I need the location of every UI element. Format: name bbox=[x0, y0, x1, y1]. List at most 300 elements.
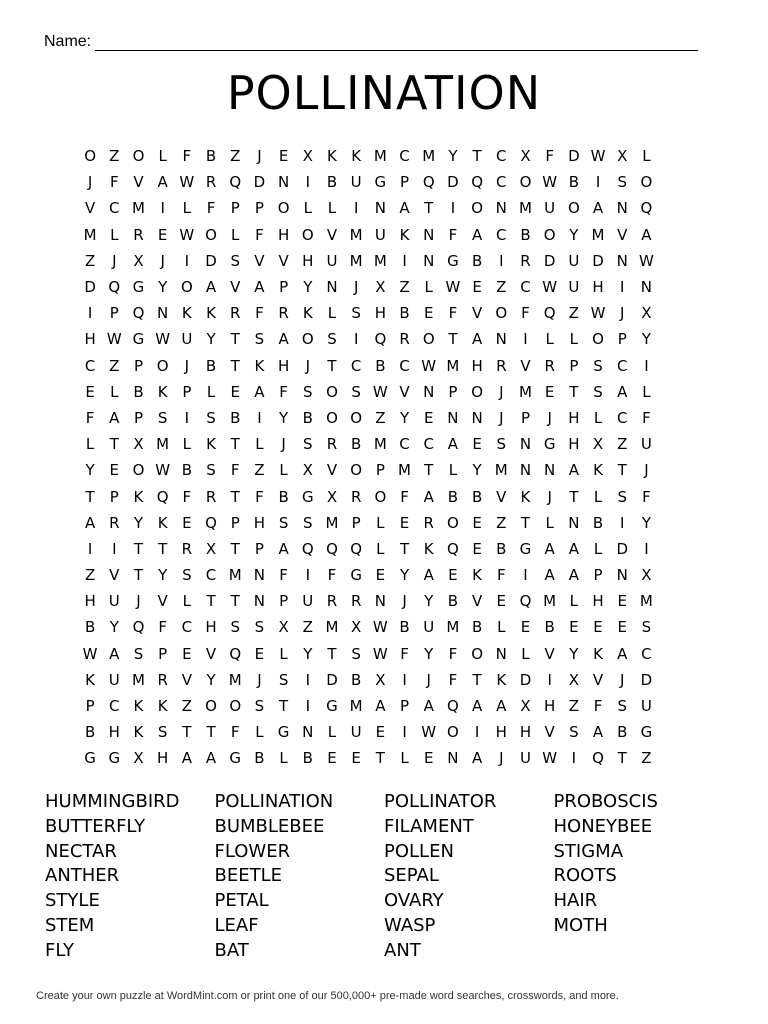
grid-letter[interactable]: F bbox=[496, 566, 506, 585]
grid-letter[interactable]: X bbox=[568, 670, 579, 689]
grid-letter[interactable]: M bbox=[398, 461, 411, 480]
grid-letter[interactable]: Q bbox=[592, 749, 604, 768]
grid-letter[interactable]: G bbox=[374, 173, 387, 192]
grid-letter[interactable]: E bbox=[472, 539, 482, 558]
grid-letter[interactable]: T bbox=[520, 513, 531, 532]
grid-letter[interactable]: G bbox=[108, 749, 121, 768]
grid-letter[interactable]: L bbox=[593, 408, 603, 427]
grid-letter[interactable]: S bbox=[617, 697, 627, 716]
grid-letter[interactable]: M bbox=[156, 435, 170, 454]
grid-letter[interactable]: L bbox=[569, 592, 579, 611]
grid-letter[interactable]: A bbox=[205, 278, 217, 297]
grid-letter[interactable]: P bbox=[158, 644, 168, 663]
grid-letter[interactable]: C bbox=[616, 356, 628, 375]
grid-letter[interactable]: H bbox=[471, 356, 483, 375]
grid-letter[interactable]: G bbox=[519, 539, 532, 558]
grid-letter[interactable]: L bbox=[303, 199, 312, 218]
grid-letter[interactable]: K bbox=[157, 697, 168, 716]
grid-letter[interactable]: I bbox=[353, 199, 359, 218]
grid-letter[interactable]: N bbox=[277, 173, 290, 192]
grid-letter[interactable]: D bbox=[640, 670, 653, 689]
grid-letter[interactable]: B bbox=[592, 513, 604, 532]
grid-letter[interactable]: L bbox=[327, 723, 337, 742]
grid-letter[interactable]: L bbox=[182, 592, 192, 611]
grid-letter[interactable]: T bbox=[182, 723, 192, 742]
grid-letter[interactable]: Q bbox=[108, 278, 121, 297]
grid-letter[interactable]: Z bbox=[181, 697, 192, 716]
grid-letter[interactable]: G bbox=[640, 723, 653, 742]
grid-letter[interactable]: G bbox=[326, 697, 338, 716]
grid-letter[interactable]: L bbox=[255, 435, 264, 454]
grid-letter[interactable]: T bbox=[109, 435, 119, 454]
grid-letter[interactable]: T bbox=[472, 147, 482, 166]
grid-letter[interactable]: Y bbox=[448, 147, 458, 166]
grid-letter[interactable]: O bbox=[471, 199, 483, 218]
grid-letter[interactable]: V bbox=[471, 592, 483, 611]
grid-letter[interactable]: X bbox=[375, 670, 386, 689]
grid-letter[interactable]: F bbox=[327, 566, 337, 585]
grid-letter[interactable]: O bbox=[132, 461, 145, 480]
grid-letter[interactable]: W bbox=[155, 330, 171, 349]
grid-letter[interactable]: F bbox=[448, 644, 458, 663]
grid-letter[interactable]: H bbox=[544, 697, 556, 716]
grid-letter[interactable]: Z bbox=[617, 435, 628, 454]
grid-letter[interactable]: C bbox=[350, 356, 362, 375]
grid-letter[interactable]: I bbox=[402, 670, 407, 689]
grid-letter[interactable]: E bbox=[472, 435, 482, 454]
grid-letter[interactable]: N bbox=[568, 513, 580, 532]
grid-letter[interactable]: Q bbox=[447, 539, 459, 558]
grid-letter[interactable]: W bbox=[372, 382, 388, 401]
grid-letter[interactable]: I bbox=[305, 670, 310, 689]
grid-letter[interactable]: M bbox=[494, 461, 508, 480]
grid-letter[interactable]: K bbox=[327, 147, 337, 166]
grid-letter[interactable]: S bbox=[278, 670, 289, 689]
grid-letter[interactable]: M bbox=[591, 225, 605, 244]
grid-letter[interactable]: X bbox=[641, 566, 652, 585]
grid-letter[interactable]: K bbox=[133, 723, 144, 742]
grid-letter[interactable]: L bbox=[279, 461, 288, 480]
grid-letter[interactable]: L bbox=[424, 278, 433, 297]
grid-letter[interactable]: X bbox=[326, 487, 338, 506]
grid-letter[interactable]: I bbox=[474, 723, 480, 742]
grid-letter[interactable]: M bbox=[518, 382, 532, 401]
grid-letter[interactable]: W bbox=[542, 749, 558, 768]
grid-letter[interactable]: L bbox=[497, 618, 506, 637]
grid-letter[interactable]: Q bbox=[301, 539, 314, 558]
grid-letter[interactable]: N bbox=[423, 251, 435, 270]
grid-letter[interactable]: T bbox=[230, 487, 240, 506]
grid-letter[interactable]: J bbox=[426, 670, 431, 689]
grid-letter[interactable]: B bbox=[471, 487, 483, 506]
grid-letter[interactable]: F bbox=[255, 225, 264, 244]
grid-letter[interactable]: A bbox=[278, 539, 289, 558]
grid-letter[interactable]: B bbox=[471, 251, 483, 270]
grid-letter[interactable]: N bbox=[519, 435, 532, 454]
grid-letter[interactable]: R bbox=[496, 356, 507, 375]
grid-letter[interactable]: O bbox=[180, 278, 193, 297]
grid-letter[interactable]: A bbox=[641, 225, 652, 244]
grid-letter[interactable]: D bbox=[84, 278, 96, 297]
grid-letter[interactable]: Y bbox=[206, 670, 216, 689]
grid-letter[interactable]: R bbox=[205, 487, 217, 506]
grid-letter[interactable]: D bbox=[616, 539, 628, 558]
grid-letter[interactable]: Y bbox=[472, 461, 482, 480]
grid-letter[interactable]: B bbox=[230, 408, 241, 427]
grid-letter[interactable]: I bbox=[184, 251, 190, 270]
grid-letter[interactable]: Y bbox=[424, 644, 434, 663]
grid-letter[interactable]: S bbox=[206, 408, 216, 427]
grid-letter[interactable]: F bbox=[642, 408, 651, 427]
grid-letter[interactable]: E bbox=[544, 382, 555, 401]
grid-letter[interactable]: I bbox=[644, 356, 649, 375]
grid-letter[interactable]: T bbox=[230, 539, 240, 558]
grid-letter[interactable]: T bbox=[617, 461, 627, 480]
grid-letter[interactable]: B bbox=[568, 173, 579, 192]
grid-letter[interactable]: J bbox=[499, 749, 504, 768]
grid-letter[interactable]: U bbox=[519, 749, 531, 768]
grid-letter[interactable]: M bbox=[446, 618, 460, 637]
grid-letter[interactable]: U bbox=[374, 225, 386, 244]
grid-letter[interactable]: V bbox=[326, 461, 338, 480]
grid-letter[interactable]: V bbox=[254, 251, 265, 270]
grid-letter[interactable]: A bbox=[447, 435, 459, 454]
grid-letter[interactable]: D bbox=[326, 670, 338, 689]
grid-letter[interactable]: U bbox=[108, 670, 120, 689]
grid-letter[interactable]: H bbox=[157, 749, 169, 768]
grid-letter[interactable]: V bbox=[205, 644, 217, 663]
grid-letter[interactable]: A bbox=[375, 697, 386, 716]
grid-letter[interactable]: S bbox=[593, 356, 603, 375]
grid-letter[interactable]: P bbox=[448, 382, 458, 401]
grid-letter[interactable]: Z bbox=[641, 749, 652, 768]
name-blank-line[interactable] bbox=[95, 32, 698, 51]
grid-letter[interactable]: A bbox=[471, 749, 483, 768]
grid-letter[interactable]: I bbox=[305, 697, 310, 716]
grid-letter[interactable]: O bbox=[447, 513, 459, 532]
grid-letter[interactable]: R bbox=[133, 225, 144, 244]
grid-letter[interactable]: C bbox=[641, 644, 652, 663]
grid-letter[interactable]: T bbox=[399, 539, 410, 558]
grid-letter[interactable]: Q bbox=[447, 697, 459, 716]
grid-letter[interactable]: X bbox=[351, 618, 362, 637]
grid-letter[interactable]: B bbox=[496, 539, 507, 558]
grid-letter[interactable]: J bbox=[87, 173, 93, 192]
grid-letter[interactable]: X bbox=[520, 697, 531, 716]
grid-letter[interactable]: A bbox=[544, 539, 555, 558]
grid-letter[interactable]: F bbox=[255, 487, 264, 506]
grid-letter[interactable]: W bbox=[155, 461, 171, 480]
grid-letter[interactable]: J bbox=[499, 382, 504, 401]
grid-letter[interactable]: Y bbox=[303, 278, 313, 297]
grid-letter[interactable]: C bbox=[84, 356, 96, 375]
grid-letter[interactable]: X bbox=[302, 147, 313, 166]
grid-letter[interactable]: J bbox=[644, 461, 649, 480]
grid-letter[interactable]: V bbox=[157, 592, 168, 611]
grid-letter[interactable]: P bbox=[400, 697, 410, 716]
grid-letter[interactable]: A bbox=[157, 173, 168, 192]
grid-letter[interactable]: F bbox=[279, 382, 288, 401]
grid-letter[interactable]: T bbox=[230, 592, 240, 611]
grid-letter[interactable]: W bbox=[638, 251, 654, 270]
grid-letter[interactable]: E bbox=[448, 566, 458, 585]
grid-letter[interactable]: L bbox=[279, 644, 288, 663]
grid-letter[interactable]: J bbox=[499, 408, 504, 427]
grid-letter[interactable]: O bbox=[326, 382, 338, 401]
grid-letter[interactable]: K bbox=[181, 304, 192, 323]
grid-letter[interactable]: Z bbox=[109, 147, 120, 166]
grid-letter[interactable]: F bbox=[206, 199, 216, 218]
grid-letter[interactable]: J bbox=[257, 670, 262, 689]
grid-letter[interactable]: E bbox=[617, 592, 627, 611]
grid-letter[interactable]: Y bbox=[158, 566, 168, 585]
grid-letter[interactable]: Z bbox=[496, 513, 507, 532]
grid-letter[interactable]: V bbox=[544, 723, 555, 742]
grid-letter[interactable]: I bbox=[450, 199, 456, 218]
grid-letter[interactable]: N bbox=[495, 199, 507, 218]
grid-letter[interactable]: W bbox=[372, 618, 388, 637]
grid-letter[interactable]: F bbox=[279, 566, 288, 585]
grid-letter[interactable]: S bbox=[278, 513, 289, 532]
grid-letter[interactable]: Q bbox=[229, 644, 242, 663]
grid-letter[interactable]: O bbox=[301, 330, 314, 349]
grid-letter[interactable]: S bbox=[230, 618, 240, 637]
grid-letter[interactable]: B bbox=[351, 435, 362, 454]
grid-letter[interactable]: H bbox=[592, 278, 604, 297]
grid-letter[interactable]: T bbox=[424, 461, 434, 480]
grid-letter[interactable]: B bbox=[84, 723, 96, 742]
grid-letter[interactable]: U bbox=[181, 330, 193, 349]
grid-letter[interactable]: F bbox=[400, 487, 409, 506]
grid-letter[interactable]: D bbox=[253, 173, 266, 192]
grid-letter[interactable]: A bbox=[423, 487, 434, 506]
grid-letter[interactable]: Y bbox=[303, 644, 313, 663]
grid-letter[interactable]: N bbox=[495, 330, 507, 349]
grid-letter[interactable]: A bbox=[568, 539, 579, 558]
grid-letter[interactable]: E bbox=[423, 304, 434, 323]
grid-letter[interactable]: O bbox=[205, 225, 217, 244]
grid-letter[interactable]: I bbox=[644, 539, 649, 558]
grid-letter[interactable]: P bbox=[133, 408, 143, 427]
grid-letter[interactable]: Z bbox=[84, 251, 96, 270]
grid-letter[interactable]: A bbox=[617, 644, 628, 663]
grid-letter[interactable]: S bbox=[351, 382, 361, 401]
grid-letter[interactable]: T bbox=[206, 592, 216, 611]
grid-letter[interactable]: H bbox=[84, 330, 96, 349]
grid-letter[interactable]: P bbox=[109, 487, 119, 506]
grid-letter[interactable]: F bbox=[109, 173, 119, 192]
grid-letter[interactable]: B bbox=[351, 670, 362, 689]
grid-letter[interactable]: S bbox=[254, 618, 265, 637]
grid-letter[interactable]: N bbox=[471, 408, 483, 427]
grid-letter[interactable]: Y bbox=[279, 408, 289, 427]
grid-letter[interactable]: O bbox=[350, 408, 363, 427]
grid-letter[interactable]: T bbox=[230, 356, 240, 375]
grid-letter[interactable]: M bbox=[422, 147, 436, 166]
grid-letter[interactable]: A bbox=[544, 566, 555, 585]
grid-letter[interactable]: P bbox=[85, 697, 95, 716]
grid-letter[interactable]: B bbox=[471, 618, 483, 637]
grid-letter[interactable]: S bbox=[254, 330, 265, 349]
grid-letter[interactable]: W bbox=[445, 278, 461, 297]
grid-letter[interactable]: V bbox=[520, 356, 531, 375]
grid-letter[interactable]: E bbox=[157, 225, 168, 244]
grid-letter[interactable]: C bbox=[109, 199, 120, 218]
grid-letter[interactable]: T bbox=[158, 539, 168, 558]
grid-letter[interactable]: J bbox=[136, 592, 141, 611]
grid-letter[interactable]: M bbox=[373, 435, 387, 454]
grid-letter[interactable]: A bbox=[109, 644, 120, 663]
grid-letter[interactable]: F bbox=[545, 147, 554, 166]
grid-letter[interactable]: Q bbox=[350, 539, 363, 558]
grid-letter[interactable]: E bbox=[327, 749, 337, 768]
grid-letter[interactable]: B bbox=[302, 408, 313, 427]
grid-letter[interactable]: W bbox=[82, 644, 98, 663]
grid-letter[interactable]: Z bbox=[496, 278, 507, 297]
grid-letter[interactable]: Z bbox=[254, 461, 265, 480]
grid-letter[interactable]: I bbox=[620, 513, 625, 532]
grid-letter[interactable]: S bbox=[303, 382, 313, 401]
grid-letter[interactable]: M bbox=[349, 697, 363, 716]
grid-letter[interactable]: A bbox=[254, 278, 265, 297]
grid-letter[interactable]: J bbox=[547, 408, 552, 427]
grid-letter[interactable]: L bbox=[231, 225, 240, 244]
grid-letter[interactable]: O bbox=[592, 330, 604, 349]
grid-letter[interactable]: L bbox=[85, 435, 95, 454]
grid-letter[interactable]: F bbox=[182, 147, 192, 166]
grid-letter[interactable]: Z bbox=[375, 408, 386, 427]
grid-letter[interactable]: E bbox=[593, 618, 603, 637]
grid-letter[interactable]: I bbox=[523, 330, 528, 349]
grid-letter[interactable]: R bbox=[326, 592, 338, 611]
grid-letter[interactable]: N bbox=[253, 566, 266, 585]
grid-letter[interactable]: R bbox=[326, 435, 338, 454]
grid-letter[interactable]: A bbox=[181, 749, 192, 768]
grid-letter[interactable]: D bbox=[592, 251, 604, 270]
grid-letter[interactable]: F bbox=[642, 487, 651, 506]
grid-letter[interactable]: R bbox=[520, 251, 531, 270]
grid-letter[interactable]: P bbox=[375, 461, 385, 480]
grid-letter[interactable]: H bbox=[568, 408, 580, 427]
grid-letter[interactable]: K bbox=[520, 487, 531, 506]
grid-letter[interactable]: H bbox=[277, 356, 290, 375]
grid-letter[interactable]: Y bbox=[399, 566, 410, 585]
grid-letter[interactable]: M bbox=[639, 592, 653, 611]
grid-letter[interactable]: L bbox=[327, 199, 337, 218]
grid-letter[interactable]: B bbox=[254, 749, 265, 768]
grid-letter[interactable]: E bbox=[182, 513, 192, 532]
grid-letter[interactable]: N bbox=[374, 592, 386, 611]
grid-letter[interactable]: K bbox=[472, 566, 483, 585]
grid-letter[interactable]: B bbox=[302, 749, 313, 768]
grid-letter[interactable]: O bbox=[132, 147, 145, 166]
grid-letter[interactable]: L bbox=[593, 487, 603, 506]
grid-letter[interactable]: S bbox=[230, 251, 240, 270]
grid-letter[interactable]: T bbox=[617, 749, 627, 768]
grid-letter[interactable]: V bbox=[278, 251, 289, 270]
grid-letter[interactable]: Y bbox=[206, 330, 216, 349]
grid-letter[interactable]: R bbox=[230, 304, 241, 323]
grid-letter[interactable]: A bbox=[592, 723, 604, 742]
grid-letter[interactable]: M bbox=[373, 251, 387, 270]
grid-letter[interactable]: Y bbox=[133, 513, 144, 532]
grid-letter[interactable]: O bbox=[156, 356, 169, 375]
grid-letter[interactable]: F bbox=[230, 723, 240, 742]
grid-letter[interactable]: Y bbox=[399, 408, 410, 427]
grid-letter[interactable]: J bbox=[547, 487, 552, 506]
grid-letter[interactable]: W bbox=[421, 356, 437, 375]
grid-letter[interactable]: N bbox=[302, 723, 314, 742]
grid-letter[interactable]: W bbox=[590, 147, 606, 166]
grid-letter[interactable]: M bbox=[543, 592, 557, 611]
grid-letter[interactable]: Q bbox=[132, 304, 145, 323]
grid-letter[interactable]: S bbox=[206, 461, 216, 480]
grid-letter[interactable]: R bbox=[278, 304, 289, 323]
grid-letter[interactable]: W bbox=[372, 644, 388, 663]
grid-letter[interactable]: Y bbox=[85, 461, 95, 480]
grid-letter[interactable]: M bbox=[83, 225, 97, 244]
grid-letter[interactable]: Y bbox=[109, 618, 119, 637]
grid-letter[interactable]: L bbox=[158, 147, 167, 166]
grid-letter[interactable]: G bbox=[301, 487, 314, 506]
grid-letter[interactable]: F bbox=[521, 304, 530, 323]
grid-letter[interactable]: F bbox=[255, 304, 264, 323]
grid-letter[interactable]: C bbox=[399, 435, 410, 454]
grid-letter[interactable]: I bbox=[112, 539, 117, 558]
grid-letter[interactable]: O bbox=[543, 225, 556, 244]
grid-letter[interactable]: M bbox=[349, 251, 363, 270]
grid-letter[interactable]: N bbox=[544, 461, 556, 480]
grid-letter[interactable]: V bbox=[592, 670, 604, 689]
grid-letter[interactable]: U bbox=[640, 435, 652, 454]
grid-letter[interactable]: S bbox=[327, 330, 337, 349]
grid-letter[interactable]: M bbox=[228, 566, 242, 585]
grid-letter[interactable]: M bbox=[131, 670, 145, 689]
grid-letter[interactable]: N bbox=[326, 278, 338, 297]
grid-letter[interactable]: A bbox=[496, 697, 507, 716]
grid-letter[interactable]: O bbox=[374, 487, 387, 506]
grid-letter[interactable]: E bbox=[399, 513, 410, 532]
grid-letter[interactable]: V bbox=[133, 173, 144, 192]
grid-letter[interactable]: O bbox=[84, 147, 96, 166]
grid-letter[interactable]: Q bbox=[205, 513, 217, 532]
grid-letter[interactable]: E bbox=[182, 644, 192, 663]
grid-letter[interactable]: P bbox=[569, 356, 579, 375]
grid-letter[interactable]: O bbox=[301, 225, 314, 244]
grid-letter[interactable]: B bbox=[617, 723, 628, 742]
grid-letter[interactable]: G bbox=[543, 435, 556, 454]
grid-letter[interactable]: J bbox=[184, 356, 190, 375]
grid-letter[interactable]: Q bbox=[326, 539, 338, 558]
grid-letter[interactable]: L bbox=[182, 199, 192, 218]
grid-letter[interactable]: R bbox=[157, 670, 168, 689]
grid-letter[interactable]: Q bbox=[640, 199, 653, 218]
grid-letter[interactable]: A bbox=[84, 513, 96, 532]
grid-letter[interactable]: Q bbox=[543, 304, 556, 323]
grid-letter[interactable]: L bbox=[376, 513, 385, 532]
grid-letter[interactable]: M bbox=[325, 513, 339, 532]
grid-letter[interactable]: O bbox=[471, 644, 483, 663]
grid-letter[interactable]: X bbox=[520, 147, 531, 166]
grid-letter[interactable]: K bbox=[133, 487, 144, 506]
grid-letter[interactable]: L bbox=[206, 382, 216, 401]
grid-letter[interactable]: K bbox=[206, 435, 216, 454]
grid-letter[interactable]: Q bbox=[374, 330, 387, 349]
grid-letter[interactable]: P bbox=[279, 592, 289, 611]
grid-letter[interactable]: N bbox=[616, 251, 628, 270]
grid-letter[interactable]: D bbox=[543, 251, 556, 270]
grid-letter[interactable]: E bbox=[496, 592, 507, 611]
